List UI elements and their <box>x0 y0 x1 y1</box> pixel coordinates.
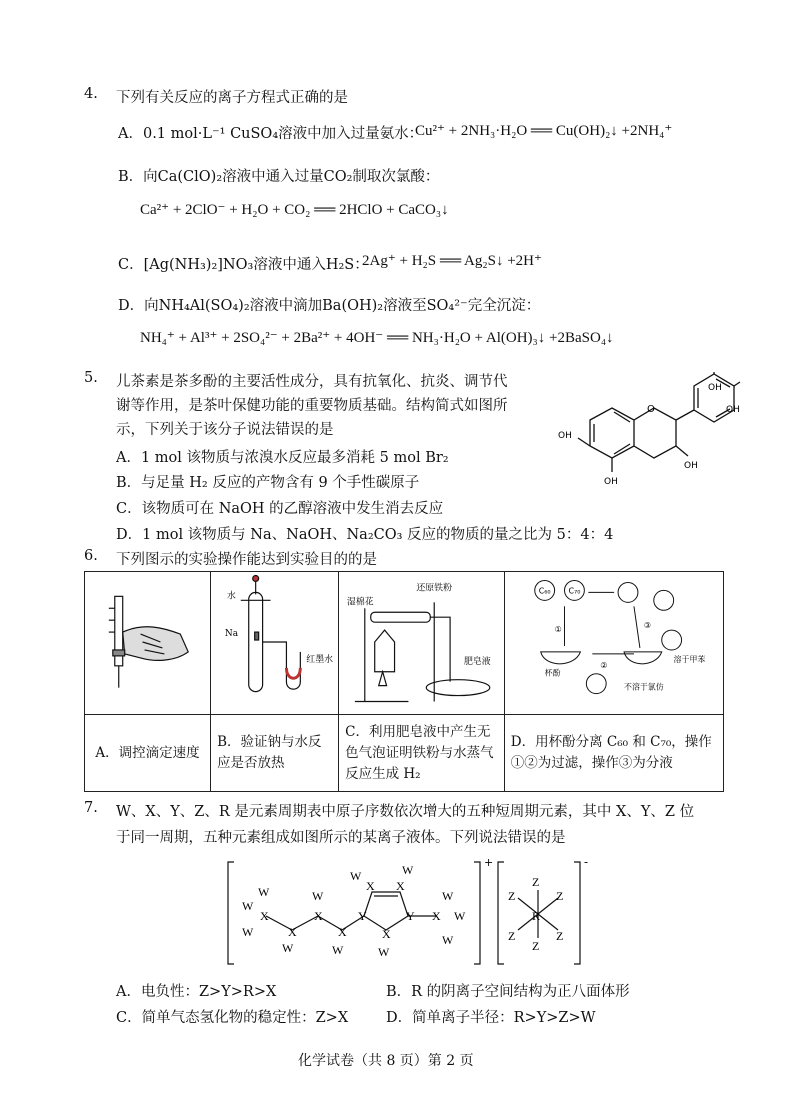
burette-hand-illustration <box>85 572 210 714</box>
oh-label: OH <box>708 383 722 393</box>
svg-text:W: W <box>402 863 414 877</box>
svg-text:Z: Z <box>532 939 540 953</box>
cation-charge: + <box>484 856 494 869</box>
svg-text:W: W <box>258 885 270 899</box>
q4-option-d-equation: NH₄⁺ + Al³⁺ + 2SO₄²⁻ + 2Ba²⁺ + 4OH⁻ ══ NH₃·H₂O + Al(OH)₃↓ +2BaSO₄↓ <box>140 330 614 346</box>
q4-option-c-equation: 2Ag⁺ + H₂S ══ Ag₂S↓ +2H⁺ <box>362 253 542 269</box>
solvent-toluene-label: 溶于甲苯 <box>673 654 706 664</box>
svg-text:W: W <box>242 925 254 939</box>
q7-option-d: D．简单离子半径：R>Y>Z>W <box>386 1010 596 1026</box>
wet-cotton-label: 湿棉花 <box>347 597 374 608</box>
svg-text:Y: Y <box>406 909 415 923</box>
oh-label: OH <box>684 461 698 471</box>
svg-text:X: X <box>288 925 297 939</box>
svg-text:②: ② <box>599 660 608 670</box>
option-d-image <box>504 572 723 715</box>
anion-charge: - <box>584 855 589 869</box>
svg-text:X: X <box>366 879 375 893</box>
q4-number: 4. <box>84 86 98 102</box>
q7-option-c: C．简单气态氢化物的稳定性：Z>X <box>116 1010 349 1026</box>
q7-number: 7. <box>84 800 98 816</box>
q5-option-d: D．1 mol 该物质与 Na、NaOH、Na₂CO₃ 反应的物质的量之比为 5：4：4 <box>116 527 614 543</box>
q4-option-a-equation: Cu²⁺ + 2NH₃·H₂O ══ Cu(OH)₂↓ +2NH₄⁺ <box>415 123 673 139</box>
q4-option-c-text: C．[Ag(NH₃)₂]NO₃溶液中通入H₂S： <box>118 257 369 273</box>
svg-text:W: W <box>442 889 454 903</box>
svg-text:Z: Z <box>508 889 516 903</box>
oh-label: OH <box>604 477 618 487</box>
svg-text:X: X <box>314 909 323 923</box>
q4-option-a-text: A．0.1 mol·L⁻¹ CuSO₄溶液中加入过量氨水： <box>118 126 424 142</box>
svg-text:Z: Z <box>532 875 540 889</box>
svg-text:W: W <box>350 869 362 883</box>
q5-stem-line2: 谢等作用，是茶叶保健功能的重要物质基础。结构简式如图所 <box>116 398 508 414</box>
option-a-caption: A．调控滴定速度 <box>85 715 211 792</box>
q6-options-table <box>84 571 724 792</box>
svg-text:O: O <box>647 404 655 415</box>
svg-text:W: W <box>242 899 254 913</box>
c60-label: C₆₀ <box>538 586 551 596</box>
water-label: 水 <box>226 591 236 602</box>
q5-stem-line1: 儿茶素是茶多酚的主要活性成分，具有抗氧化、抗炎、调节代 <box>116 374 508 390</box>
svg-text:X: X <box>396 879 405 893</box>
q7-option-a: A．电负性：Z>Y>R>X <box>116 984 277 1000</box>
q4-stem: 下列有关反应的离子方程式正确的是 <box>116 90 348 106</box>
q7-stem-line2: 于同一周期，五种元素组成如图所示的某离子液体。下列说法错误的是 <box>116 830 566 846</box>
red-ink-label: 红墨水 <box>306 654 334 665</box>
svg-text:W: W <box>332 943 344 957</box>
svg-text:W: W <box>282 941 294 955</box>
svg-text:③: ③ <box>643 621 651 631</box>
option-c-caption: C．利用肥皂液中产生无色气泡证明铁粉与水蒸气反应生成 H₂ <box>339 715 505 792</box>
option-d-caption: D．用杯酚分离 C₆₀ 和 C₇₀，操作①②为过滤，操作③为分液 <box>504 715 723 792</box>
soap-label: 肥皂液 <box>464 656 491 667</box>
option-c-image <box>339 572 505 715</box>
option-b-image <box>211 572 339 715</box>
svg-text:①: ① <box>554 625 562 635</box>
q7-option-b: B．R 的阴离子空间结构为正八面体形 <box>386 984 630 1000</box>
svg-text:X: X <box>432 909 441 923</box>
svg-text:Z: Z <box>556 929 564 943</box>
ionic-liquid-structure-diagram <box>222 852 592 974</box>
svg-text:W: W <box>454 909 466 923</box>
svg-text:R: R <box>532 909 541 923</box>
q6-stem: 下列图示的实验操作能达到实验目的的是 <box>116 552 377 568</box>
q7-stem-line1: W、X、Y、Z、R 是元素周期表中原子序数依次增大的五种短周期元素，其中 X、Y、Z 位 <box>116 804 695 820</box>
svg-text:W: W <box>442 933 454 947</box>
reduced-iron-label: 还原铁粉 <box>416 583 453 594</box>
option-b-caption: B．验证钠与水反应是否放热 <box>211 715 339 792</box>
page-footer: 化学试卷（共 8 页）第 2 页 <box>298 1053 474 1069</box>
option-a-image <box>85 572 211 715</box>
q4-option-b-equation: Ca²⁺ + 2ClO⁻ + H₂O + CO₂ ══ 2HClO + CaCO₃↓ <box>140 202 449 218</box>
q5-option-c: C．该物质可在 NaOH 的乙醇溶液中发生消去反应 <box>116 501 444 517</box>
q6-number: 6. <box>84 548 98 564</box>
cup-phenol-label: 杯酚 <box>544 668 561 678</box>
svg-text:Y: Y <box>358 909 367 923</box>
q5-stem-line3: 示，下列关于该分子说法错误的是 <box>116 422 334 438</box>
q5-option-b: B．与足量 H₂ 反应的产物含有 9 个手性碳原子 <box>116 475 420 491</box>
svg-text:W: W <box>312 889 324 903</box>
svg-text:X: X <box>338 925 347 939</box>
c70-label: C₇₀ <box>568 586 581 596</box>
q4-option-b-text: B．向Ca(ClO)₂溶液中通入过量CO₂制取次氯酸： <box>118 169 440 185</box>
svg-text:Z: Z <box>556 889 564 903</box>
q5-number: 5. <box>84 370 98 386</box>
q5-option-a: A．1 mol 该物质与浓溴水反应最多消耗 5 mol Br₂ <box>116 450 449 466</box>
catechin-structure-diagram <box>548 372 748 502</box>
na-label: Na <box>224 629 239 640</box>
svg-text:X: X <box>382 927 391 941</box>
svg-text:W: W <box>378 945 390 959</box>
oh-label: OH <box>726 405 740 415</box>
oh-label: OH <box>558 431 572 441</box>
q4-option-d-text: D．向NH₄Al(SO₄)₂溶液中滴加Ba(OH)₂溶液至SO₄²⁻完全沉淀： <box>118 298 541 314</box>
svg-text:Z: Z <box>508 929 516 943</box>
not-dissolve-label: 不溶于氯仿 <box>623 682 664 692</box>
svg-text:X: X <box>260 909 269 923</box>
